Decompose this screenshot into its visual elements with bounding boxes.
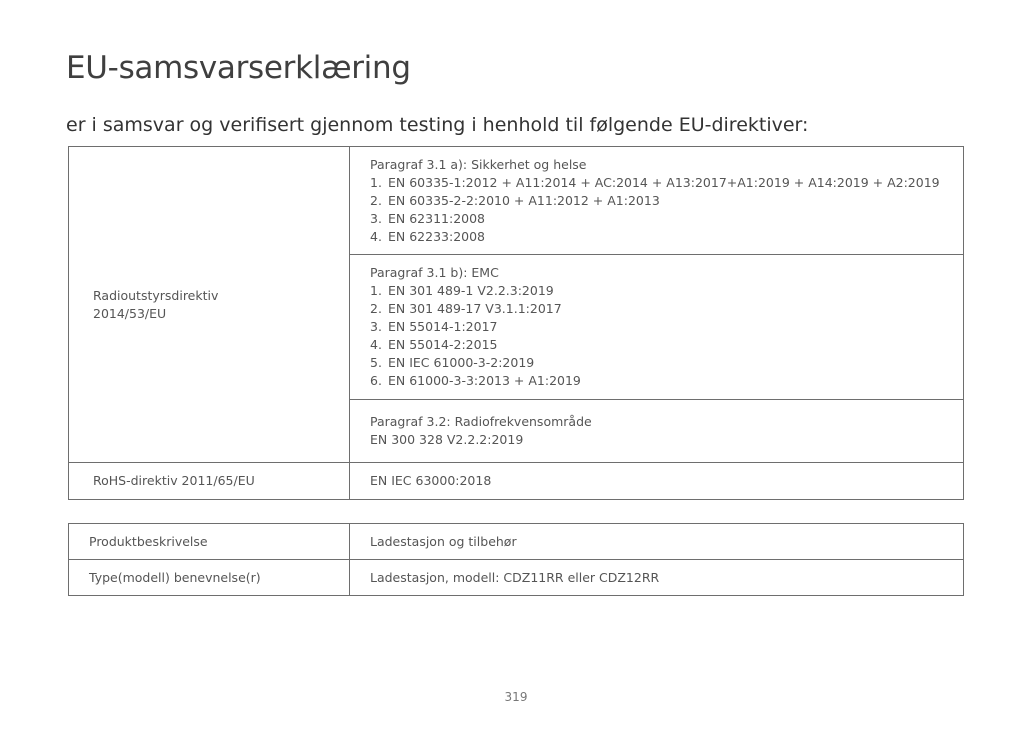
standards-list: [370, 282, 963, 390]
list-item: 2. EN 60335-2-2:2010 + A11:2012 + A1:2013: [370, 192, 660, 208]
list-item: 1. EN 301 489-1 V2.2.3:2019: [370, 283, 554, 298]
rohs-value: EN IEC 63000:2018: [350, 463, 964, 500]
list-item: 4. EN 55014-2:2015: [370, 337, 498, 352]
section-heading: Paragraf 3.2: Radiofrekvensområde: [370, 414, 592, 429]
radio-spectrum-section-cell: [350, 400, 964, 463]
page-number: 319: [504, 690, 528, 704]
section-body: EN 300 328 V2.2.2:2019: [370, 432, 524, 447]
radio-directive-number: 2014/53/EU: [93, 305, 167, 321]
product-table: [68, 523, 964, 596]
radio-directive-cell: [69, 147, 350, 463]
list-item: 5. EN IEC 61000-3-2:2019: [370, 355, 535, 370]
table-row: [69, 463, 964, 500]
table-row: [69, 524, 964, 560]
product-description-label: Produktbeskrivelse: [69, 524, 350, 560]
standards-list: [370, 174, 963, 246]
list-item: 2. EN 301 489-17 V3.1.1:2017: [370, 301, 562, 316]
safety-section-cell: [350, 147, 964, 255]
list-item: 3. EN 62311:2008: [370, 210, 486, 226]
model-value: Ladestasjon, modell: CDZ11RR eller CDZ12RR: [350, 560, 964, 596]
page-subtitle: er i samsvar og verifisert gjennom testing i henhold til følgende EU-direktiver:: [66, 114, 809, 136]
model-label: Type(modell) benevnelse(r): [69, 560, 350, 596]
product-description-value: Ladestasjon og tilbehør: [350, 524, 964, 560]
page-title: EU-samsvarserklæring: [66, 50, 411, 86]
list-item: 3. EN 55014-1:2017: [370, 319, 498, 334]
section-heading: Paragraf 3.1 b): EMC: [370, 265, 499, 280]
emc-section-cell: [350, 255, 964, 400]
section-heading: Paragraf 3.1 a): Sikkerhet og helse: [370, 156, 587, 172]
list-item: 4. EN 62233:2008: [370, 228, 486, 244]
table-row: [69, 560, 964, 596]
list-item: 1. EN 60335-1:2012 + A11:2014 + AC:2014 + A13:2017+A1:2019 + A14:2019 + A2:2019: [370, 174, 940, 190]
directives-table: [68, 146, 964, 500]
rohs-label: RoHS-direktiv 2011/65/EU: [69, 463, 350, 500]
list-item: 6. EN 61000-3-3:2013 + A1:2019: [370, 373, 581, 388]
table-row: [69, 147, 964, 255]
radio-directive-name: Radioutstyrsdirektiv: [93, 287, 219, 303]
